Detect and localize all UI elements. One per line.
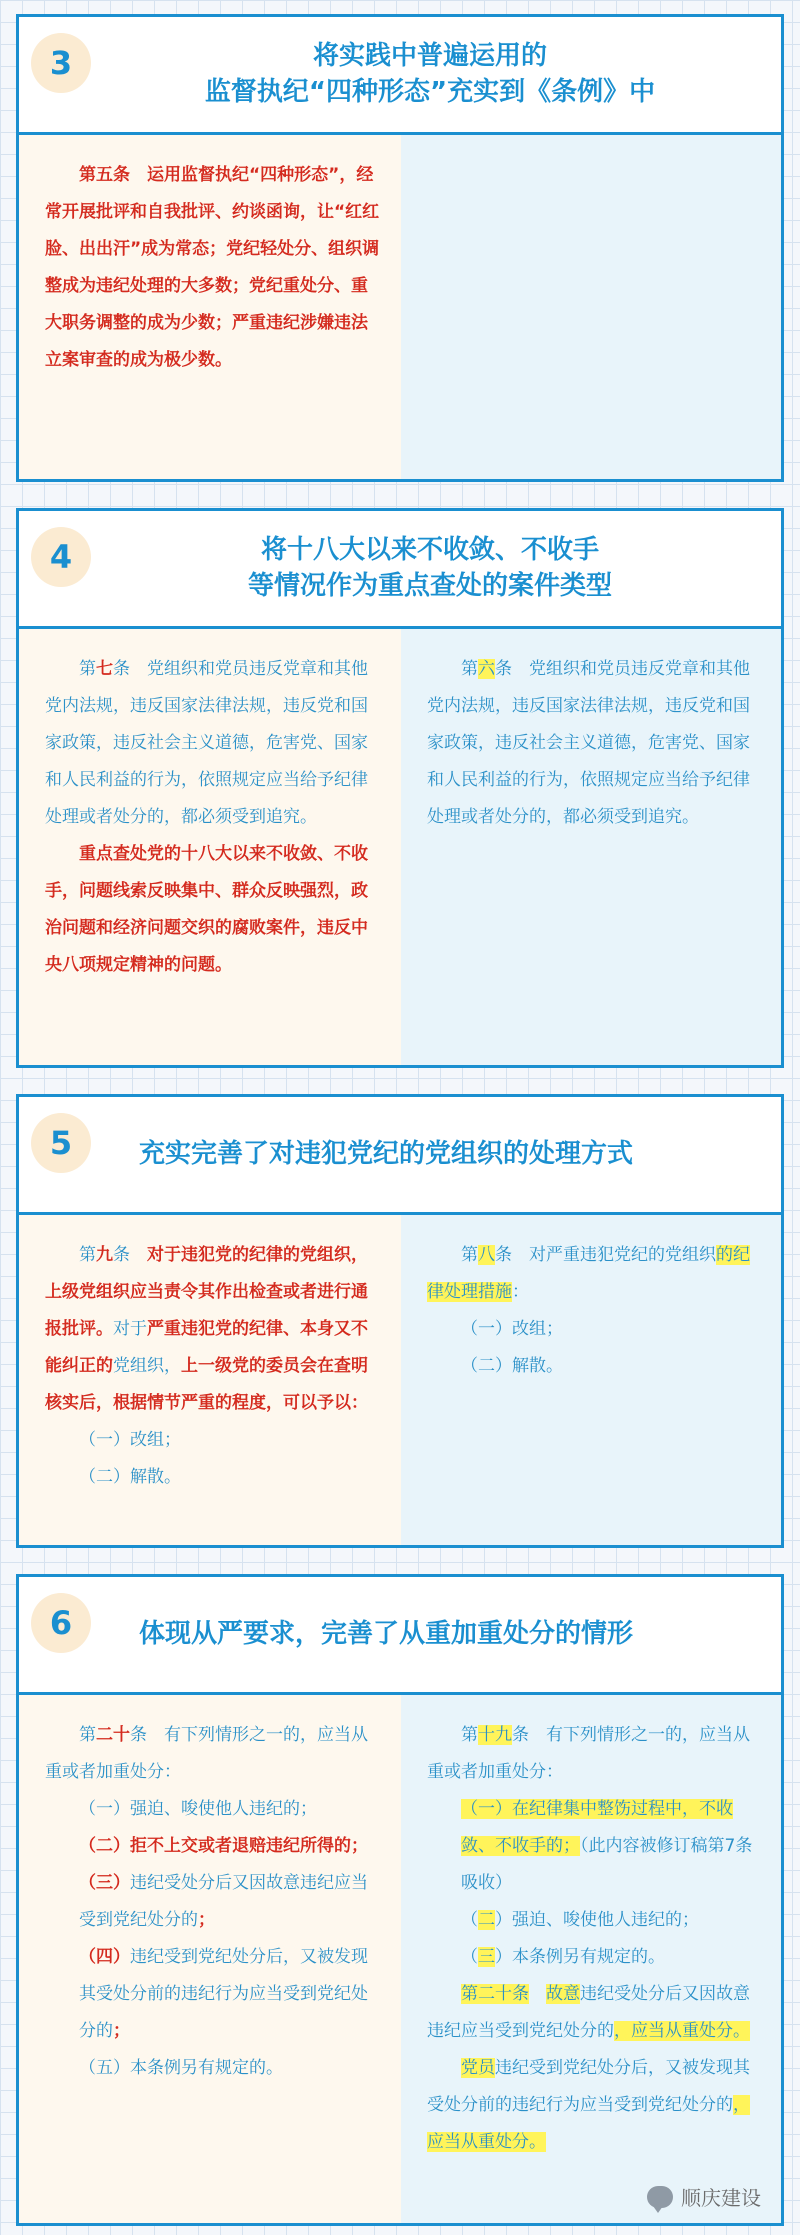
text-run: ）强迫、唆使他人违纪的； [495,1910,699,1930]
highlighted-text: 故意 [546,1984,580,2004]
text-run: （ [461,1910,478,1930]
article-paragraph: 第五条 运用监督执纪“四种形态”，经常开展批评和自我批评、约谈函询，让“红红脸、出出汗”成为常态；党纪轻处分、组织调整成为违纪处理的大多数；党纪重处分、重大职务调整的成为少数；严重违纪涉嫌违法立案审查的成为极少数。 [45,165,380,370]
section-number: 5 [31,1113,91,1173]
list-item [427,1791,763,1902]
section-header [19,1577,781,1695]
highlighted-text: ，应当从重处分。 [427,2095,750,2152]
text-run: ； [198,1910,215,1930]
text-run: 对于 [113,1319,147,1339]
article-number: 九 [96,1245,113,1265]
highlighted-text: ，应当从重处分。 [614,2021,750,2041]
section-number: 4 [31,527,91,587]
article-paragraph [45,651,383,836]
original-text-column [401,1695,781,2223]
list-item: （一）强迫、唆使他人违纪的； [79,1799,317,1819]
highlighted-text: 党员 [461,2058,495,2078]
text-run: 对于违犯党的纪律的党组织，上级党组织应当责令其作出检查或者进行通报批评。 [45,1245,368,1339]
text-run: 条 有下列情形之一的，应当从重或者加重处分： [45,1725,368,1782]
text-run: 严重违犯党的纪律、本身又不能纠正的 [45,1319,368,1376]
original-text-column [401,1215,781,1545]
list-item: （一）改组； [461,1319,563,1339]
highlighted-text: 第二十条 [461,1984,529,2004]
text-run: 条 党组织和党员违反党章和其他党内法规，违反国家法律法规，违反党和国家政策，违反社会主义道德，危害党、国家和人民利益的行为，依照规定应当给予纪律处理或者处分的，都必须受到追究。 [427,659,750,827]
text-run: ）本条例另有规定的。 [495,1947,665,1967]
text-run: 违纪受处分后又因故意违纪应当受到党纪处分的 [79,1873,368,1930]
article-number: 六 [478,659,495,679]
list-item [45,1939,383,2050]
wechat-icon [647,2186,673,2208]
article-number: 十九 [478,1725,512,1745]
section-5 [16,1094,784,1548]
watermark [647,2182,761,2211]
text-run: 第 [461,659,478,679]
article-number: 七 [96,659,113,679]
section-6 [16,1574,784,2226]
section-title [99,511,761,626]
text-run: 条 [113,1245,147,1265]
title-line-2: 等情况作为重点查处的案件类型 [247,570,612,601]
article-paragraph [427,651,763,836]
text-run: 党组织， [113,1356,181,1376]
section-3 [16,14,784,482]
text-run: ： [512,1282,529,1302]
text-run: （此内容被修订稿第7条吸收） [461,1836,753,1893]
text-run: 上一级党的委员会在查明核实后，根据情节严重的程度，可以予以： [45,1356,368,1413]
revised-text-column [19,1215,401,1545]
revised-text-column [19,1695,401,2223]
text-run: 第 [79,1725,96,1745]
section-4 [16,508,784,1068]
list-item [45,1865,383,1939]
original-text-column [401,629,781,1065]
text-run: 条 党组织和党员违反党章和其他党内法规，违反国家法律法规，违反党和国家政策，违反社会主义道德，危害党、国家和人民利益的行为，依照规定应当给予纪律处理或者处分的，都必须受到追究。 [45,659,368,827]
text-run: （四） [79,1947,130,1967]
section-header [19,511,781,629]
text-run: 条 对严重违犯党纪的党组织 [495,1245,716,1265]
revised-text-column [19,629,401,1065]
text-run: 第 [79,659,96,679]
text-run: 违纪受到党纪处分后，又被发现其受处分前的违纪行为应当受到党纪处分的 [427,2058,750,2115]
list-item: （二）拒不上交或者退赔违纪所得的； [79,1836,368,1856]
section-number: 6 [31,1593,91,1653]
list-item [427,1939,763,1976]
text-run: 第 [79,1245,96,1265]
title-line-1: 将十八大以来不收敛、不收手 [260,535,599,566]
article-paragraph [427,1976,763,2050]
text-run: 第 [461,1725,478,1745]
list-item: （一）改组； [79,1430,181,1450]
section-title [99,1097,761,1212]
section-title [99,17,761,132]
title-line-1: 将实践中普遍运用的 [312,41,547,72]
list-item: （五）本条例另有规定的。 [79,2058,283,2078]
article-number: 八 [478,1245,495,1265]
article-paragraph [427,2050,763,2161]
text-run: ； [113,2021,130,2041]
text-run: 条 有下列情形之一的，应当从重或者加重处分： [427,1725,750,1782]
title-line-2: 监督执纪“四种形态”充实到《条例》中 [204,76,656,107]
section-header [19,1097,781,1215]
original-text-column [401,135,781,479]
added-paragraph: 重点查处党的十八大以来不收敛、不收手，问题线索反映集中、群众反映强烈，政治问题和经济问题交织的腐败案件，违反中央八项规定精神的问题。 [45,844,368,975]
text-run: 第 [461,1245,478,1265]
highlighted-text: 三 [478,1947,495,1967]
article-paragraph [45,1237,383,1422]
section-title [99,1577,761,1692]
article-number: 二十 [96,1725,130,1745]
highlighted-text: 的纪律处理措施 [427,1245,750,1302]
list-item: （二）解散。 [79,1467,181,1487]
text-run: （三） [79,1873,130,1893]
title-line-1: 体现从严要求，完善了从重加重处分的情形 [139,1618,634,1649]
watermark-text: 顺庆建设 [681,2186,761,2210]
article-paragraph [45,1717,383,1791]
list-item [427,1902,763,1939]
revised-text-column [19,135,401,479]
text-run: 违纪受处分后又因故意违纪应当受到党纪处分的 [427,1984,750,2041]
article-paragraph [427,1237,763,1311]
list-item: （二）解散。 [461,1356,563,1376]
section-number: 3 [31,33,91,93]
text-run [529,1984,546,2004]
article-paragraph [427,1717,763,1791]
text-run: 违纪受到党纪处分后，又被发现其受处分前的违纪行为应当受到党纪处分的 [79,1947,368,2041]
highlighted-text: 二 [478,1910,495,1930]
text-run: （ [461,1947,478,1967]
highlighted-text: （一）在纪律集中整饬过程中，不收敛、不收手的； [461,1799,733,1856]
section-header [19,17,781,135]
title-line-1: 充实完善了对违犯党纪的党组织的处理方式 [139,1138,634,1169]
